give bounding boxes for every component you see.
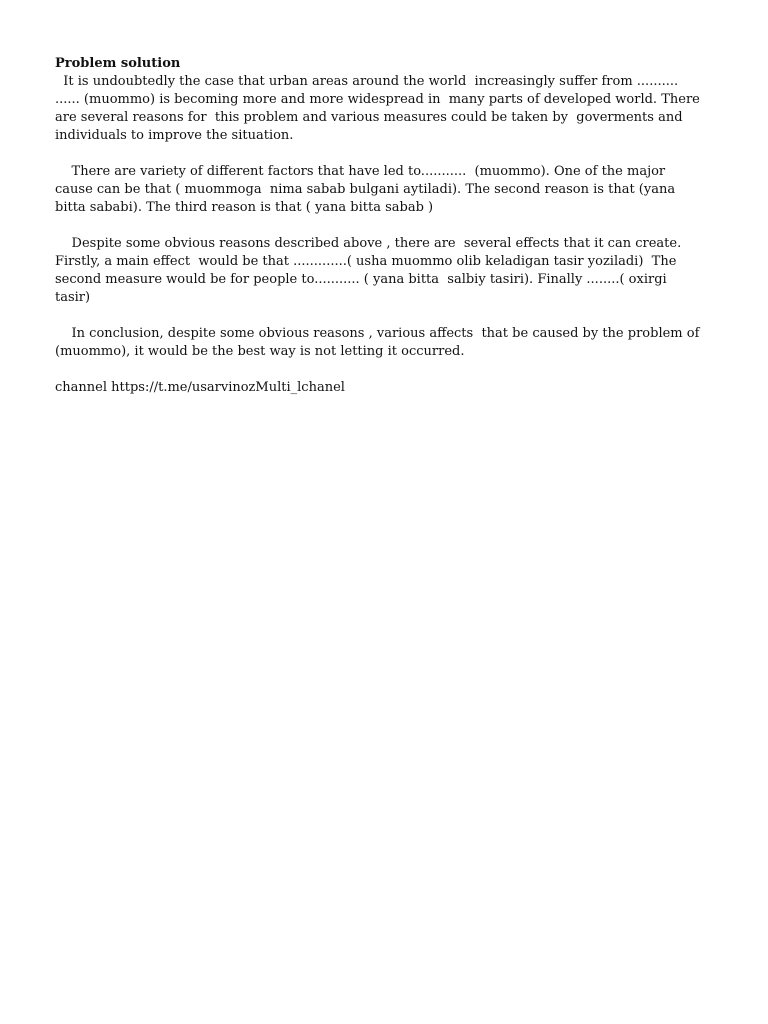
channel-label: channel bbox=[55, 380, 112, 395]
paragraph-spacer bbox=[55, 307, 705, 325]
channel-link[interactable]: https://t.me/usarvinozMulti_lchanel bbox=[111, 380, 345, 395]
paragraph-spacer bbox=[55, 145, 705, 163]
effects-paragraph: Despite some obvious reasons described above , there are several effects that it can create. Firstly, a main effect would be that .............( usha muommo olib keladigan tasir yoziladi) The second measure would be for people to........... ( yana bitta salbiy tasiri). Finally ........( oxirgi tasir) bbox=[55, 236, 686, 305]
conclusion-paragraph: In conclusion, despite some obvious reasons , various affects that be caused by the problem of (muommo), it would be the best way is not letting it occurred. bbox=[55, 326, 704, 359]
reasons-paragraph: There are variety of different factors that have led to........... (muommo). One of the major cause can be that ( muommoga nima sabab bulgani aytiladi). The second reason is that (yana bitta sababi). The third reason is that ( yana bitta sabab ) bbox=[55, 164, 684, 215]
paragraph-spacer bbox=[55, 217, 705, 235]
channel-line bbox=[55, 379, 705, 397]
paragraph-spacer bbox=[55, 361, 705, 379]
intro-paragraph: It is undoubtedly the case that urban areas around the world increasingly suffer from .......... ...... (muommo) is becoming more and more widespread in many parts of developed world. There are several reasons for this problem and various measures could be taken by goverments and individuals to improve the situation. bbox=[55, 74, 704, 143]
document-page bbox=[55, 55, 705, 397]
document-title: Problem solution bbox=[55, 56, 181, 71]
